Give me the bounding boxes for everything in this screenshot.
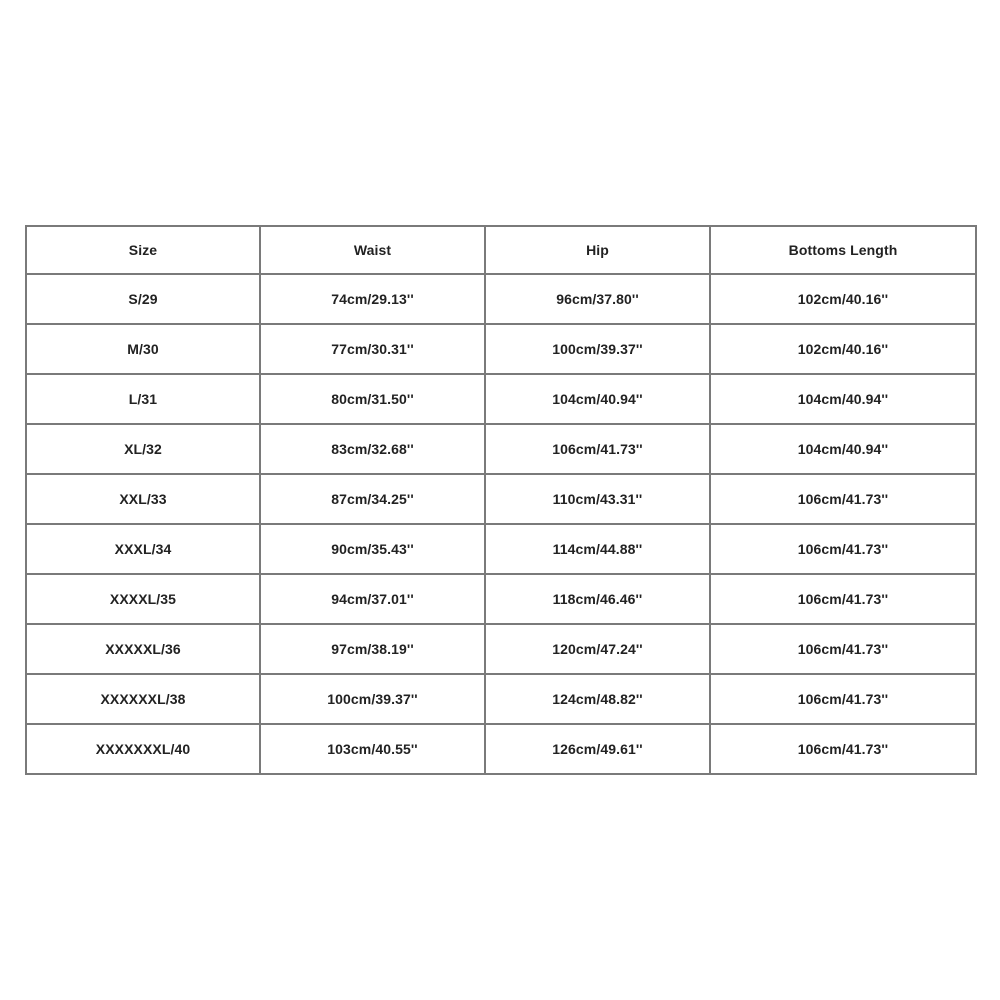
cell-waist: 94cm/37.01'' <box>260 574 485 624</box>
table-row <box>26 324 976 374</box>
header-size: Size <box>26 226 260 274</box>
cell-size: M/30 <box>26 324 260 374</box>
cell-bottoms-length: 106cm/41.73'' <box>710 724 976 774</box>
table-row <box>26 374 976 424</box>
cell-bottoms-length: 102cm/40.16'' <box>710 324 976 374</box>
cell-waist: 90cm/35.43'' <box>260 524 485 574</box>
cell-hip: 126cm/49.61'' <box>485 724 710 774</box>
table-row <box>26 674 976 724</box>
cell-bottoms-length: 104cm/40.94'' <box>710 374 976 424</box>
cell-size: XXL/33 <box>26 474 260 524</box>
table-row <box>26 724 976 774</box>
cell-hip: 96cm/37.80'' <box>485 274 710 324</box>
header-bottoms-length: Bottoms Length <box>710 226 976 274</box>
cell-bottoms-length: 106cm/41.73'' <box>710 474 976 524</box>
cell-waist: 87cm/34.25'' <box>260 474 485 524</box>
cell-waist: 80cm/31.50'' <box>260 374 485 424</box>
cell-hip: 100cm/39.37'' <box>485 324 710 374</box>
table-row <box>26 274 976 324</box>
cell-hip: 124cm/48.82'' <box>485 674 710 724</box>
header-hip: Hip <box>485 226 710 274</box>
table-header-row <box>26 226 976 274</box>
cell-waist: 97cm/38.19'' <box>260 624 485 674</box>
cell-hip: 104cm/40.94'' <box>485 374 710 424</box>
cell-waist: 100cm/39.37'' <box>260 674 485 724</box>
table-row <box>26 424 976 474</box>
table-row <box>26 474 976 524</box>
cell-size: S/29 <box>26 274 260 324</box>
cell-size: XXXXL/35 <box>26 574 260 624</box>
cell-size: XL/32 <box>26 424 260 474</box>
cell-waist: 83cm/32.68'' <box>260 424 485 474</box>
cell-size: XXXXXXL/38 <box>26 674 260 724</box>
cell-hip: 106cm/41.73'' <box>485 424 710 474</box>
cell-bottoms-length: 106cm/41.73'' <box>710 574 976 624</box>
header-waist: Waist <box>260 226 485 274</box>
table-row <box>26 624 976 674</box>
cell-waist: 77cm/30.31'' <box>260 324 485 374</box>
cell-hip: 114cm/44.88'' <box>485 524 710 574</box>
cell-bottoms-length: 102cm/40.16'' <box>710 274 976 324</box>
cell-waist: 103cm/40.55'' <box>260 724 485 774</box>
cell-hip: 120cm/47.24'' <box>485 624 710 674</box>
table-row <box>26 574 976 624</box>
cell-size: XXXXXXXL/40 <box>26 724 260 774</box>
cell-bottoms-length: 106cm/41.73'' <box>710 674 976 724</box>
table-row <box>26 524 976 574</box>
cell-waist: 74cm/29.13'' <box>260 274 485 324</box>
cell-bottoms-length: 104cm/40.94'' <box>710 424 976 474</box>
cell-size: XXXXXL/36 <box>26 624 260 674</box>
cell-bottoms-length: 106cm/41.73'' <box>710 524 976 574</box>
cell-hip: 110cm/43.31'' <box>485 474 710 524</box>
cell-bottoms-length: 106cm/41.73'' <box>710 624 976 674</box>
cell-hip: 118cm/46.46'' <box>485 574 710 624</box>
cell-size: L/31 <box>26 374 260 424</box>
size-chart-table <box>25 225 977 775</box>
cell-size: XXXL/34 <box>26 524 260 574</box>
